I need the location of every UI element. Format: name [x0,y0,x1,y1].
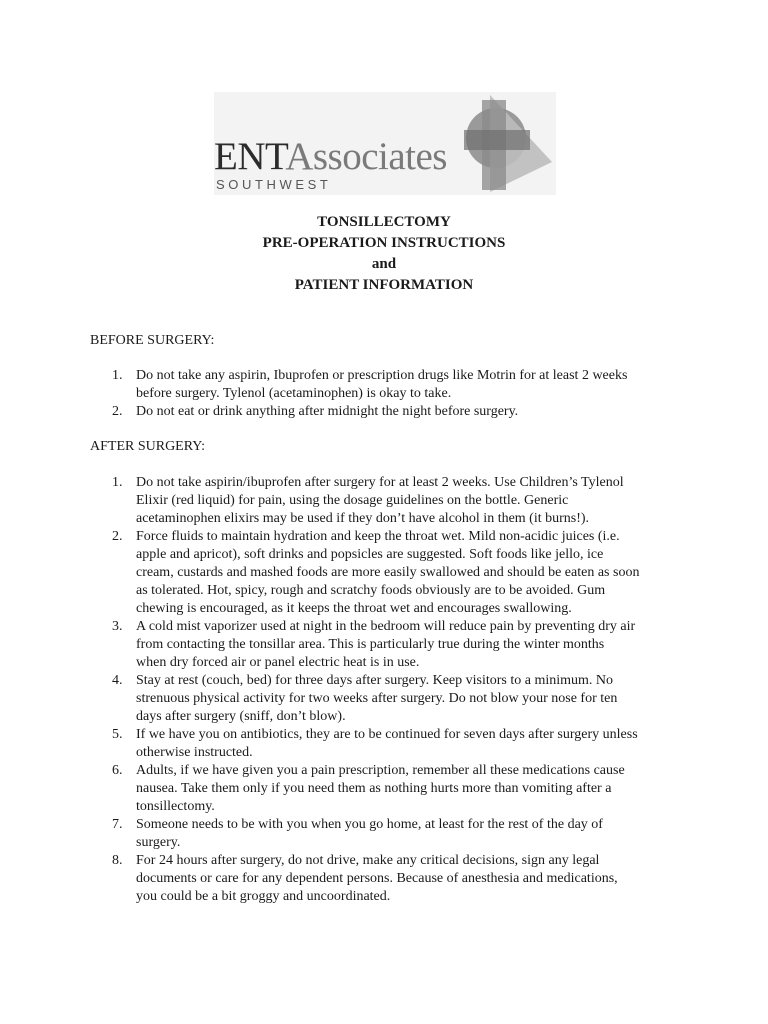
list-item-text-line: Elixir (red liquid) for pain, using the dosage guidelines on the bottle. Generic [136,493,569,508]
list-item-text-line: Do not take any aspirin, Ibuprofen or prescription drugs like Motrin for at least 2 weeks [136,368,628,383]
list-item [90,367,690,403]
document-title-block [0,212,768,296]
brand-name-associates: Associates [285,135,447,178]
list-item-text-line: apple and apricot), soft drinks and popsicles are suggested. Soft foods like jello, ice [136,547,604,562]
list-item-text-line: Adults, if we have given you a pain prescription, remember all these medications cause [136,763,625,778]
list-item-text-line: documents or care for any dependent persons. Because of anesthesia and medications, [136,871,618,886]
list-item-text-line: surgery. [136,835,181,850]
list-item-text-line: otherwise instructed. [136,745,253,760]
list-item-number: 6. [112,763,123,778]
list-item-text-line: strenuous physical activity for two weeks after surgery. Do not blow your nose for ten [136,691,618,706]
title-line-3: and [371,256,397,272]
before-surgery-list [90,367,690,421]
list-item-text-line: as tolerated. Hot, spicy, rough and scratchy foods obviously are to be avoided. Gum [136,583,606,598]
list-item-text-line: Force fluids to maintain hydration and keep the throat wet. Mild non-acidic juices (i.e. [136,529,620,544]
list-item [90,618,690,672]
list-item-number: 1. [112,475,123,490]
list-item-text-line: Do not eat or drink anything after midnight the night before surgery. [136,404,519,419]
list-item-text-line: Someone needs to be with you when you go home, at least for the rest of the day of [136,817,603,832]
list-item-text-line: cream, custards and mashed foods are more easily swallowed and should be eaten as soon [136,565,640,580]
list-item-text-line: chewing is encouraged, as it keeps the throat wet and encourages swallowing. [136,601,572,616]
list-item-number: 3. [112,619,123,634]
list-item-text-line: A cold mist vaporizer used at night in the bedroom will reduce pain by preventing dry air [136,619,636,634]
list-item [90,816,690,852]
list-item-text-line: Stay at rest (couch, bed) for three days after surgery. Keep visitors to a minimum. No [136,673,614,688]
list-item [90,672,690,726]
list-item-number: 2. [112,404,123,419]
list-item-text-line: before surgery. Tylenol (acetaminophen) is okay to take. [136,386,452,401]
list-item [90,528,690,618]
list-item [90,852,690,906]
list-item-text-line: from contacting the tonsillar area. This is particularly true during the winter months [136,637,605,652]
list-item-text-line: when dry forced air or panel electric heat is in use. [136,655,420,670]
title-line-4: PATIENT INFORMATION [294,277,474,293]
before-surgery-heading: BEFORE SURGERY: [90,333,215,348]
list-item-number: 1. [112,368,123,383]
list-item-text-line: For 24 hours after surgery, do not drive, make any critical decisions, sign any legal [136,853,600,868]
title-line-2: PRE-OPERATION INSTRUCTIONS [262,235,506,251]
brand-name [214,134,447,180]
list-item [90,474,690,528]
after-surgery-list [90,474,690,906]
list-item-text-line: days after surgery (sniff, don’t blow). [136,709,346,724]
list-item-text-line: nausea. Take them only if you need them as nothing hurts more than vomiting after a [136,781,612,796]
list-item-number: 5. [112,727,123,742]
list-item-number: 8. [112,853,123,868]
list-item-text-line: acetaminophen elixirs may be used if they don’t have alcohol in them (it burns!). [136,511,590,526]
list-item [90,726,690,762]
list-item-text-line: tonsillectomy. [136,799,215,814]
title-line-1: TONSILLECTOMY [317,214,451,230]
list-item-text-line: Do not take aspirin/ibuprofen after surgery for at least 2 weeks. Use Children’s Tylenol [136,475,624,490]
list-item-number: 7. [112,817,123,832]
list-item-text-line: If we have you on antibiotics, they are to be continued for seven days after surgery unless [136,727,638,742]
list-item [90,762,690,816]
after-surgery-heading: AFTER SURGERY: [90,439,206,454]
list-item [90,403,690,421]
list-item-number: 2. [112,529,123,544]
list-item-text-line: you could be a bit groggy and uncoordinated. [136,889,391,904]
brand-name-ent: ENT [214,135,286,178]
list-item-number: 4. [112,673,123,688]
brand-subtitle: SOUTHWEST [216,177,332,192]
